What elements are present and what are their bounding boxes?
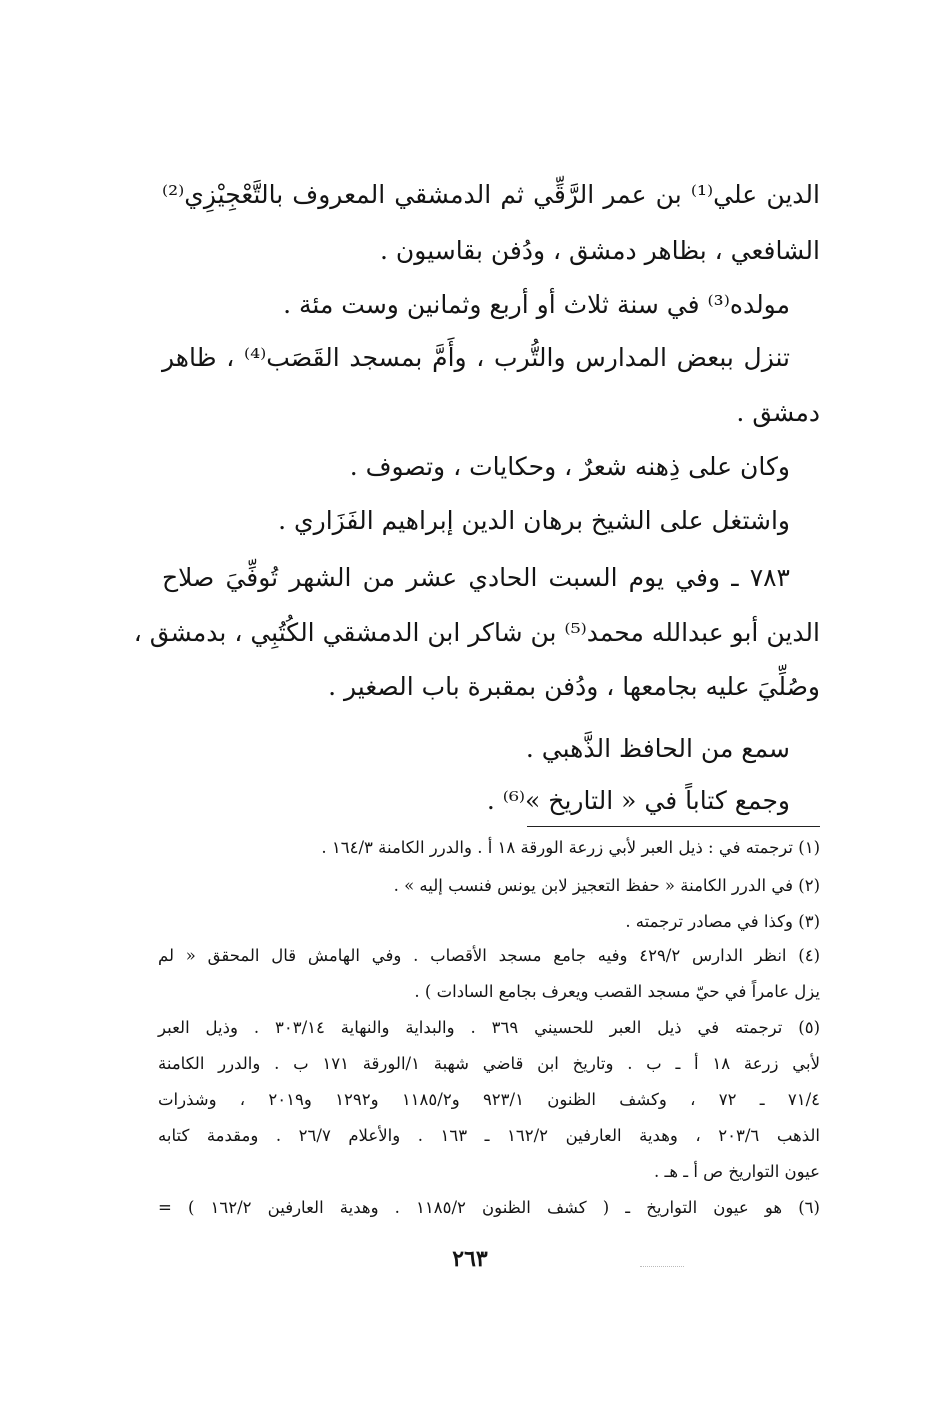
text-line-11: سمع من الحافظ الذَّهبي . [525,734,790,763]
entry-heading-783: ٧٨٣ ـ وفي يوم السبت الحادي عشر من الشهر تُوفِّيَ صلاح [162,563,790,592]
page-number: ٢٦٣ [452,1246,488,1272]
text-line-1: الدين علي⁽¹⁾ بن عمر الرَّقِّي ثم الدمشقي المعروف بالتَّعْجِيْزِي⁽²⁾ [162,180,820,209]
text-line-2: الشافعي ، بظاهر دمشق ، ودُفن بقاسيون . [380,236,820,265]
footnote-2: (٢) في الدرر الكامنة « حفظ التعجيز لابن يونس فنسب إليه » . [393,876,820,895]
footnote-3: (٣) وكذا في مصادر ترجمته . [625,912,820,931]
footnote-5-line-3: ٧١/٤ ـ ٧٢ ، وكشف الظنون ٩٢٣/١ و١١٨٥/٢ و١٢٩٢ و٢٠١٩ ، وشذرات [158,1090,821,1109]
footnote-1: (١) ترجمته في : ذيل العبر لأبي زرعة الورقة ١٨ أ . والدرر الكامنة ١٦٤/٣ . [321,838,820,857]
text-line-10: وصُلِّيَ عليه بجامعها ، ودُفن بمقبرة باب الصغير . [328,672,820,701]
text-line-9: الدين أبو عبدالله محمد⁽⁵⁾ بن شاكر ابن الدمشقي الكُتُبِي ، بدمشق ، [133,618,820,647]
text-line-6: وكان على ذِهنه شعرٌ ، وحكايات ، وتصوف . [349,452,790,481]
text-line-12: وجمع كتاباً في « التاريخ »⁽⁶⁾ . [486,786,790,815]
footnote-5-line-5: عيون التواريخ ص أ ـ هـ . [654,1162,820,1181]
footnote-4-line-1: (٤) انظر الدارس ٤٢٩/٢ وفيه جامع مسجد الأقصاب . وفي الهامش قال المحقق « لم [158,946,820,965]
text-line-7: واشتغل على الشيخ برهان الدين إبراهيم الفَزَاري . [278,506,790,535]
text-line-4: تنزل ببعض المدارس والتُّرب ، وأَمَّ بمسجد القَصَب⁽⁴⁾ ، ظاهر [162,343,790,372]
footnote-5-line-4: الذهب ٢٠٣/٦ ، وهدية العارفين ١٦٢/٢ ـ ١٦٣ . والأعلام ٢٦/٧ . ومقدمة كتابه [158,1126,821,1145]
text-line-5: دمشق . [736,398,820,427]
footnote-5-line-1: (٥) ترجمته في ذيل العبر للحسيني ٣٦٩ . والبداية والنهاية ٣٠٣/١٤ . وذيل العبر [158,1018,820,1037]
footnote-separator [527,826,820,827]
footnote-5-line-2: لأبي زرعة ١٨ أ ـ ب . وتاريخ ابن قاضي شهبة ١/الورقة ١٧١ ب . والدرر الكامنة [158,1054,820,1073]
footnote-4-line-2: يزل عامراً في حيّ مسجد القصب ويعرف بجامع السادات ) . [414,982,820,1001]
text-line-3: مولده⁽³⁾ في سنة ثلاث أو أربع وثمانين وست مئة . [283,290,790,319]
footnote-6: (٦) هو عيون التواريخ ـ ( كشف الظنون ١١٨٥/٢ . وهدية العارفين ١٦٢/٢ ) = [158,1198,820,1217]
scan-mark [640,1266,684,1267]
